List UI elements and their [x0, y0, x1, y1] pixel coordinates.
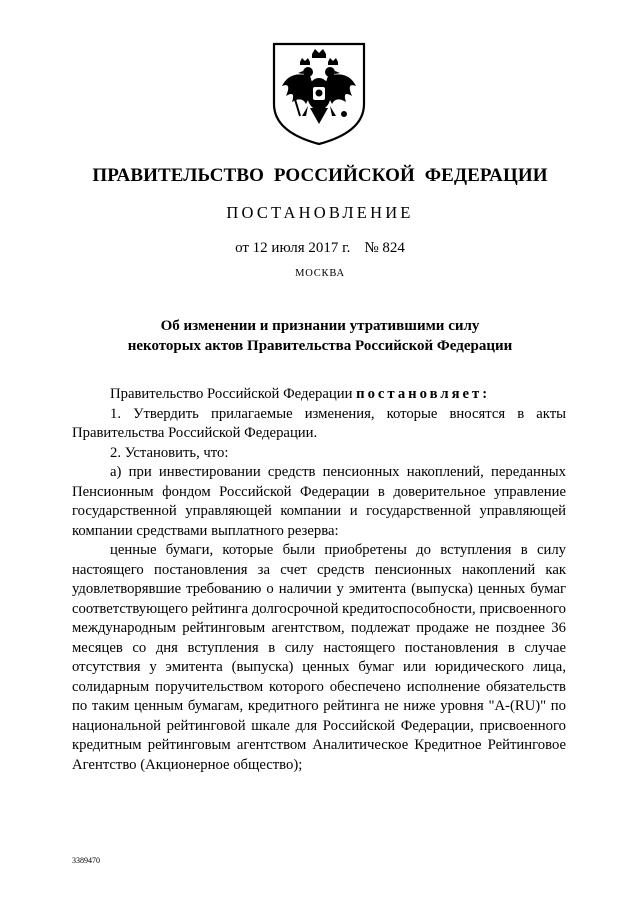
footer-code: 3389470: [72, 856, 100, 865]
subject-line-2: некоторых актов Правительства Российской Федерации: [127, 338, 513, 354]
intro-paragraph: [72, 385, 566, 405]
document-type: ПОСТАНОВЛЕНИЕ: [226, 203, 414, 222]
document-date: от 12 июля 2017 г.: [235, 240, 351, 256]
paragraph-securities: ценные бумаги, которые были приобретены до вступления в силу настоящего постановления за счет средств пенсионных накоплений как удовлетворявшие требованию о наличии у эмитента (выпуска) ценных бумаг соответствующего рейтинга долгосрочной кредитоспособности, присвоенного международным рейтинговым агентством, подлежат продаже не позднее 36 месяцев со дня вступления в силу настоящего постановления в случае отсутствия у эмитента (выпуска) ценных бумаг или юридического лица, солидарным поручительством которого обеспечено исполнение обязательств по таким ценным бумагам, кредитного рейтинга не ниже уровня "A-(RU)" по национальной рейтинговой шкале для Российской Федерации, присвоенного кредитным рейтинговым агентством Аналитическое Кредитное Рейтинговое Агентство (Акционерное общество);: [72, 542, 566, 773]
coat-of-arms-emblem: [270, 40, 368, 148]
intro-verb: постановляет:: [356, 386, 491, 402]
document-subject: [0, 316, 640, 356]
paragraph-2: 2. Установить, что:: [110, 444, 229, 461]
paragraph-2a: а) при инвестировании средств пенсионных накоплений, переданных Пенсионным фондом Российской Федерации в доверительное управление государственной управляющей компании и государственной управляющей компании средствами выплатного резерва:: [72, 464, 566, 539]
document-date-line: [0, 240, 640, 257]
document-body: [72, 385, 566, 775]
subject-line-1: Об изменении и признании утратившими силу: [160, 318, 480, 334]
document-number: № 824: [364, 240, 405, 256]
paragraph-1: 1. Утвердить прилагаемые изменения, которые вносятся в акты Правительства Российской Федерации.: [72, 405, 566, 441]
intro-text: Правительство Российской Федерации: [110, 386, 353, 402]
document-city: МОСКВА: [295, 268, 345, 279]
government-title: ПРАВИТЕЛЬСТВО РОССИЙСКОЙ ФЕДЕРАЦИИ: [92, 165, 548, 186]
